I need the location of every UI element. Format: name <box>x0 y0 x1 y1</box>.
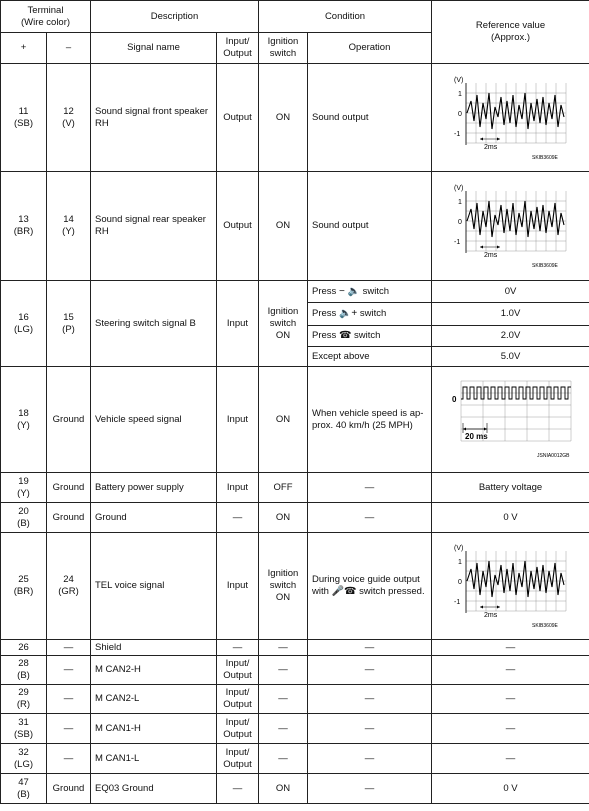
header-operation: Operation <box>308 33 432 64</box>
cell-signal: M CAN1-L <box>91 744 217 774</box>
cell-ign: ON <box>259 64 308 172</box>
table-row <box>1 503 589 533</box>
volume-down-icon: − 🔈 <box>338 285 361 297</box>
cell-plus: 11 (SB) <box>1 64 47 172</box>
svg-text:0: 0 <box>451 394 456 404</box>
cell-io: Output <box>217 172 259 281</box>
svg-text:SKIB3609E: SKIB3609E <box>531 154 558 161</box>
cell-op: During voice guide output with 🎤☎ switch pressed. <box>308 533 432 640</box>
cell-ref: 5.0V <box>432 347 589 367</box>
waveform-cell <box>432 533 589 640</box>
cell-op: Sound output <box>308 172 432 281</box>
cell-io: Input/ Output <box>217 714 259 744</box>
cell-io: Input/ Output <box>217 685 259 714</box>
cell-io: Input <box>217 473 259 503</box>
cell-op: — <box>308 685 432 714</box>
cell-ref: 0 V <box>432 774 589 804</box>
cell-signal: M CAN2-L <box>91 685 217 714</box>
table-row <box>1 172 589 281</box>
cell-op: — <box>308 774 432 804</box>
cell-minus: — <box>47 685 91 714</box>
cell-signal: M CAN1-H <box>91 714 217 744</box>
cell-plus: 47 (B) <box>1 774 47 804</box>
cell-signal: Sound signal front speaker RH <box>91 64 217 172</box>
table-row <box>1 640 589 656</box>
header-plus: + <box>1 33 47 64</box>
cell-ref: Battery voltage <box>432 473 589 503</box>
cell-io: Input <box>217 533 259 640</box>
cell-ign: OFF <box>259 473 308 503</box>
cell-minus: 15 (P) <box>47 281 91 367</box>
cell-signal: Ground <box>91 503 217 533</box>
cell-op: — <box>308 640 432 656</box>
header-ignition: Ignition switch <box>259 33 308 64</box>
cell-io: — <box>217 503 259 533</box>
cell-minus: Ground <box>47 367 91 473</box>
cell-signal: Vehicle speed signal <box>91 367 217 473</box>
cell-plus: 19 (Y) <box>1 473 47 503</box>
cell-ign: Ignition switch ON <box>259 533 308 640</box>
phone-icon: ☎ <box>338 330 352 341</box>
cell-ref: — <box>432 744 589 774</box>
cell-op: — <box>308 656 432 685</box>
table-row <box>1 64 589 172</box>
cell-ref: 0V <box>432 281 589 303</box>
svg-text:2ms: 2ms <box>483 143 497 151</box>
waveform-cell <box>432 64 589 172</box>
svg-text:JSNIA0012GB: JSNIA0012GB <box>536 452 570 459</box>
cell-op: — <box>308 714 432 744</box>
cell-ref: 2.0V <box>432 326 589 347</box>
cell-minus: Ground <box>47 473 91 503</box>
cell-plus: 28 (B) <box>1 656 47 685</box>
header-description: Description <box>91 1 259 33</box>
cell-ref: — <box>432 656 589 685</box>
cell-minus: — <box>47 714 91 744</box>
cell-ign: — <box>259 714 308 744</box>
cell-minus: — <box>47 744 91 774</box>
cell-ign: ON <box>259 774 308 804</box>
cell-plus: 32 (LG) <box>1 744 47 774</box>
cell-op: — <box>308 503 432 533</box>
cell-minus: Ground <box>47 503 91 533</box>
cell-plus: 20 (B) <box>1 503 47 533</box>
cell-plus: 18 (Y) <box>1 367 47 473</box>
cell-ref: — <box>432 640 589 656</box>
cell-op: When vehicle speed is ap- prox. 40 km/h (25 MPH) <box>308 367 432 473</box>
cell-ref: 1.0V <box>432 303 589 326</box>
svg-text:2ms: 2ms <box>483 252 497 259</box>
waveform-graph <box>452 541 570 631</box>
pulse-cell <box>432 367 589 473</box>
cell-signal: M CAN2-H <box>91 656 217 685</box>
cell-op: Except above <box>308 347 432 367</box>
table-row <box>1 744 589 774</box>
header-minus: – <box>47 33 91 64</box>
table-row <box>1 656 589 685</box>
table-row <box>1 685 589 714</box>
svg-text:2ms: 2ms <box>483 612 497 619</box>
waveform-cell <box>432 172 589 281</box>
cell-io: Input <box>217 281 259 367</box>
pulse-graph <box>449 375 573 465</box>
cell-plus: 31 (SB) <box>1 714 47 744</box>
table-row <box>1 714 589 744</box>
cell-signal: EQ03 Ground <box>91 774 217 804</box>
table-row <box>1 533 589 640</box>
cell-io: — <box>217 640 259 656</box>
cell-minus: Ground <box>47 774 91 804</box>
cell-op: Press 🔈+ switch <box>308 303 432 326</box>
header-condition: Condition <box>259 1 432 33</box>
cell-minus: 14 (Y) <box>47 172 91 281</box>
cell-ign: Ignition switch ON <box>259 281 308 367</box>
waveform-graph <box>452 181 570 271</box>
cell-plus: 29 (R) <box>1 685 47 714</box>
cell-op: Press − 🔈 switch <box>308 281 432 303</box>
cell-ref: 0 V <box>432 503 589 533</box>
cell-minus: 12 (V) <box>47 64 91 172</box>
cell-ign: — <box>259 640 308 656</box>
cell-op: Sound output <box>308 64 432 172</box>
cell-signal: Sound signal rear speaker RH <box>91 172 217 281</box>
cell-ign: ON <box>259 367 308 473</box>
cell-ref: — <box>432 714 589 744</box>
cell-signal: Battery power supply <box>91 473 217 503</box>
cell-minus: — <box>47 656 91 685</box>
header-io: Input/ Output <box>217 33 259 64</box>
cell-ign: ON <box>259 503 308 533</box>
cell-io: Output <box>217 64 259 172</box>
cell-ref: — <box>432 685 589 714</box>
cell-op: — <box>308 473 432 503</box>
table-row <box>1 367 589 473</box>
cell-ign: — <box>259 656 308 685</box>
header-reference: Reference value (Approx.) <box>432 1 589 64</box>
volume-up-icon: 🔈+ <box>338 308 358 319</box>
cell-io: Input/ Output <box>217 656 259 685</box>
cell-ign: — <box>259 744 308 774</box>
cell-op: Press ☎ switch <box>308 326 432 347</box>
cell-minus: 24 (GR) <box>47 533 91 640</box>
cell-plus: 26 <box>1 640 47 656</box>
svg-text:SKIB3609E: SKIB3609E <box>531 263 558 269</box>
voice-phone-icon: 🎤☎ <box>331 586 357 597</box>
cell-op: — <box>308 744 432 774</box>
cell-io: Input/ Output <box>217 744 259 774</box>
svg-text:20 ms: 20 ms <box>464 431 488 441</box>
cell-minus: — <box>47 640 91 656</box>
cell-ign: ON <box>259 172 308 281</box>
svg-text:SKIB3609E: SKIB3609E <box>531 623 558 629</box>
cell-signal: TEL voice signal <box>91 533 217 640</box>
cell-plus: 16 (LG) <box>1 281 47 367</box>
cell-plus: 25 (BR) <box>1 533 47 640</box>
cell-ign: — <box>259 685 308 714</box>
cell-plus: 13 (BR) <box>1 172 47 281</box>
header-signal-name: Signal name <box>91 33 217 64</box>
table-row <box>1 473 589 503</box>
header-terminal: Terminal (Wire color) <box>1 1 91 33</box>
cell-signal: Shield <box>91 640 217 656</box>
table-row <box>1 774 589 804</box>
cell-io: — <box>217 774 259 804</box>
cell-io: Input <box>217 367 259 473</box>
table-row <box>1 281 589 303</box>
waveform-graph <box>452 73 570 163</box>
cell-signal: Steering switch signal B <box>91 281 217 367</box>
